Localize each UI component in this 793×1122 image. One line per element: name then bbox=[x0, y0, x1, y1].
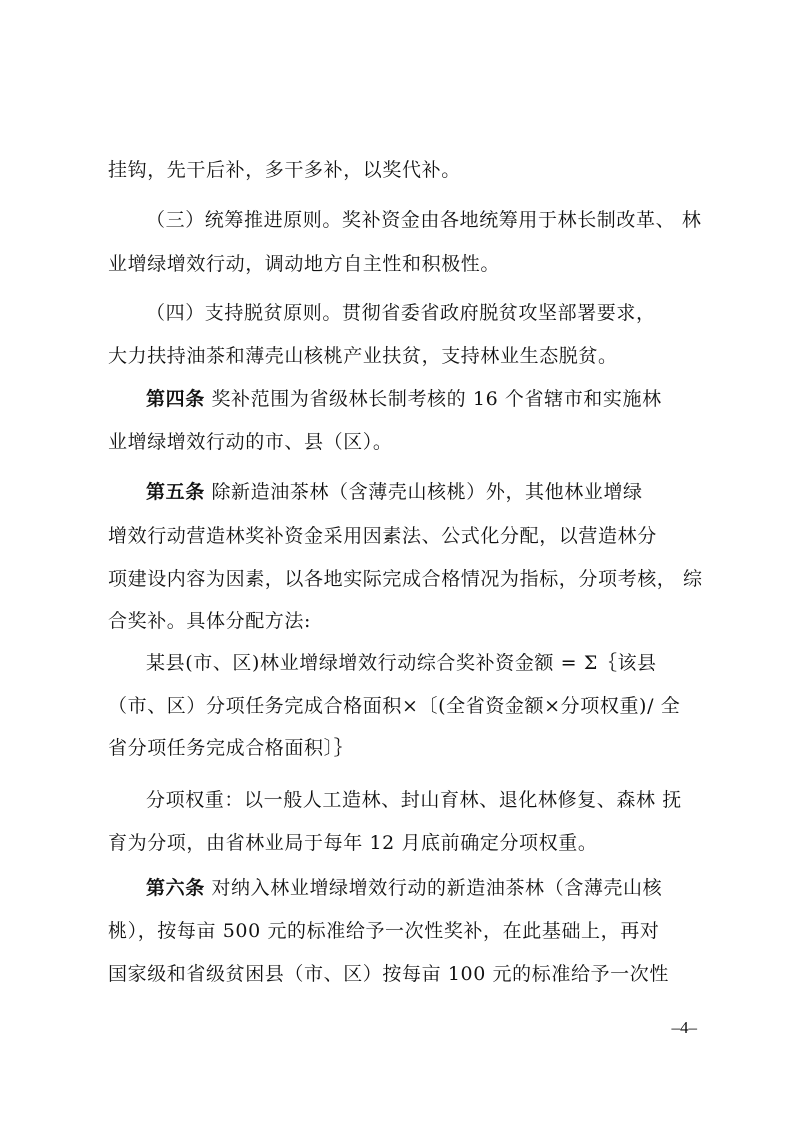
article-six-heading: 第六条 bbox=[146, 877, 205, 899]
text-line-7: 业增绿增效行动的市、县（区）。 bbox=[108, 431, 393, 453]
text-line-5: 大力扶持油茶和薄壳山核桃产业扶贫，支持林业生态脱贫。 bbox=[108, 345, 618, 367]
text-line-11: 合奖补。具体分配方法: bbox=[108, 610, 312, 632]
article-four-text: 奖补范围为省级林长制考核的 16 个省辖市和实施林 bbox=[211, 388, 662, 410]
text-line-16: 育为分项，由省林业局于每年 12 月底前确定分项权重。 bbox=[108, 832, 598, 854]
formula-line-3: 省分项任务完成合格面积〕｝ bbox=[108, 737, 354, 759]
text-line-15: 分项权重：以一般人工造林、封山育林、退化林修复、森林 抚 bbox=[146, 789, 682, 811]
article-six-text: 对纳入林业增绿增效行动的新造油茶林（含薄壳山核 bbox=[211, 877, 663, 899]
text-line-4: （四）支持脱贫原则。贯彻省委省政府脱贫攻坚部署要求， bbox=[146, 302, 656, 324]
article-five-text: 除新造油茶林（含薄壳山核桃）外，其他林业增绿 bbox=[211, 481, 643, 503]
text-line-3: 业增绿增效行动，调动地方自主性和积极性。 bbox=[108, 253, 501, 275]
text-line-9: 增效行动营造林奖补资金采用因素法、公式化分配，以营造林分 bbox=[108, 525, 657, 547]
article-five-line-1 bbox=[146, 479, 643, 505]
article-six-line-1 bbox=[146, 875, 662, 901]
text-line-2: （三）统筹推进原则。奖补资金由各地统筹用于林长制改革、 林 bbox=[146, 209, 702, 231]
text-line-19: 国家级和省级贫困县（市、区）按每亩 100 元的标准给予一次性 bbox=[108, 963, 669, 985]
page-number: –4– bbox=[671, 1018, 697, 1037]
formula-line-1: 某县(市、区)林业增绿增效行动综合奖补资金额 = Σ｛该县 bbox=[146, 652, 657, 674]
text-line-18: 桃），按每亩 500 元的标准给予一次性奖补，在此基础上，再对 bbox=[108, 920, 660, 942]
article-four-heading: 第四条 bbox=[146, 388, 205, 410]
text-line-1: 挂钩，先干后补，多干多补，以奖代补。 bbox=[108, 159, 461, 181]
article-five-heading: 第五条 bbox=[146, 481, 205, 503]
text-line-10: 项建设内容为因素，以各地实际完成合格情况为指标，分项考核， 综 bbox=[108, 568, 703, 590]
article-four-line-1 bbox=[146, 386, 662, 412]
formula-line-2: （市、区）分项任务完成合格面积×〔(全省资金额×分项权重)/ 全 bbox=[108, 695, 681, 717]
